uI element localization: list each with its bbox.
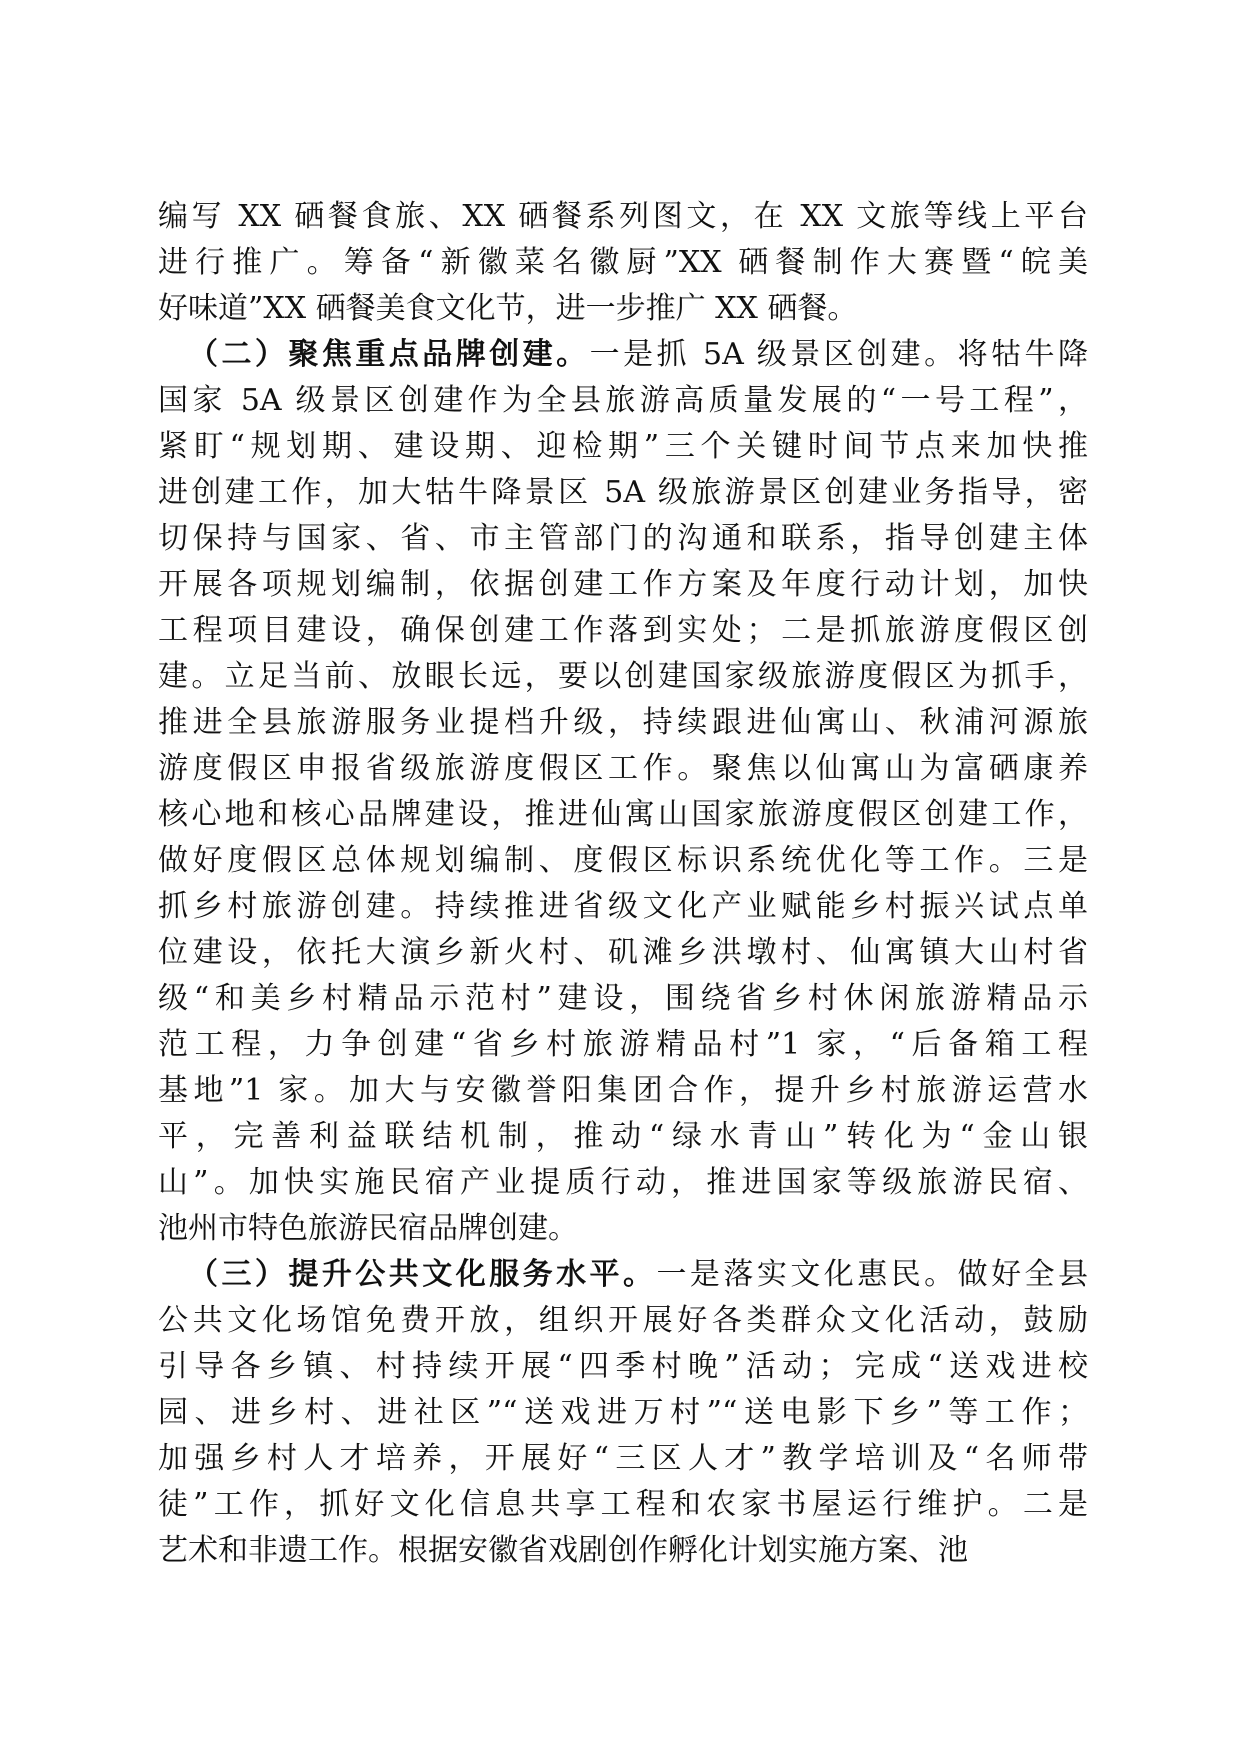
text-line [158,332,1088,378]
text-line [158,1068,1088,1114]
text-line [158,286,1088,332]
paragraph-text: 切保持与国家、省、市主管部门的沟通和联系，指导创建主体 [158,521,1088,556]
paragraph-text: 范工程，力争创建“省乡村旅游精品村”1 家，“后备箱工程 [158,1027,1088,1062]
document-body [158,194,1088,1574]
text-line [158,1298,1088,1344]
paragraph-text: 编写 XX 硒餐食旅、XX 硒餐系列图文，在 XX 文旅等线上平台 [158,199,1088,234]
section-heading: （三）提升公共文化服务水平。 [188,1257,657,1292]
paragraph-text: 平，完善利益联结机制，推动“绿水青山”转化为“金山银 [158,1119,1088,1154]
text-line [158,194,1088,240]
text-line [158,562,1088,608]
text-line [158,930,1088,976]
paragraph-text: 艺术和非遗工作。根据安徽省戏剧创作孵化计划实施方案、池 [158,1533,968,1568]
text-line [158,1252,1088,1298]
text-line [158,240,1088,286]
text-line [158,608,1088,654]
text-line [158,884,1088,930]
paragraph-text: 抓乡村旅游创建。持续推进省级文化产业赋能乡村振兴试点单 [158,889,1088,924]
text-line [158,746,1088,792]
paragraph-text: 进行推广。筹备“新徽菜名徽厨”XX 硒餐制作大赛暨“皖美 [158,245,1088,280]
paragraph-text: 做好度假区总体规划编制、度假区标识系统优化等工作。三是 [158,843,1088,878]
paragraph-text: 公共文化场馆免费开放，组织开展好各类群众文化活动，鼓励 [158,1303,1088,1338]
paragraph-text: 徒”工作，抓好文化信息共享工程和农家书屋运行维护。二是 [158,1487,1088,1522]
text-line [158,1390,1088,1436]
text-line [158,1344,1088,1390]
text-line [158,1206,1088,1252]
paragraph-text: 引导各乡镇、村持续开展“四季村晚”活动；完成“送戏进校 [158,1349,1088,1384]
text-line [158,1022,1088,1068]
section-heading: （二）聚焦重点品牌创建。 [188,337,590,372]
paragraph-text: 加强乡村人才培养，开展好“三区人才”教学培训及“名师带 [158,1441,1088,1476]
text-line [158,1436,1088,1482]
paragraph-text: 开展各项规划编制，依据创建工作方案及年度行动计划，加快 [158,567,1088,602]
text-line [158,700,1088,746]
text-line [158,838,1088,884]
text-line [158,976,1088,1022]
paragraph-text: 池州市特色旅游民宿品牌创建。 [158,1211,578,1246]
text-line [158,1114,1088,1160]
paragraph-text: 基地”1 家。加大与安徽誉阳集团合作，提升乡村旅游运营水 [158,1073,1088,1108]
paragraph-text: 好味道”XX 硒餐美食文化节，进一步推广 XX 硒餐。 [158,291,858,326]
text-line [158,378,1088,424]
text-line [158,470,1088,516]
paragraph-text: 园、进乡村、进社区”“送戏进万村”“送电影下乡”等工作； [158,1395,1088,1430]
paragraph-text: 山”。加快实施民宿产业提质行动，推进国家等级旅游民宿、 [158,1165,1088,1200]
paragraph-text: 位建设，依托大演乡新火村、矶滩乡洪墩村、仙寓镇大山村省 [158,935,1088,970]
text-line [158,654,1088,700]
paragraph-text: 核心地和核心品牌建设，推进仙寓山国家旅游度假区创建工作， [158,797,1088,832]
text-line [158,424,1088,470]
text-line [158,1528,1088,1574]
paragraph-text: 进创建工作，加大牯牛降景区 5A 级旅游景区创建业务指导，密 [158,475,1088,510]
paragraph-text: 紧盯“规划期、建设期、迎检期”三个关键时间节点来加快推 [158,429,1088,464]
paragraph-text: 游度假区申报省级旅游度假区工作。聚焦以仙寓山为富硒康养 [158,751,1088,786]
text-line [158,516,1088,562]
paragraph-text: 一是抓 5A 级景区创建。将牯牛降 [589,337,1089,372]
paragraph-text: 建。立足当前、放眼长远，要以创建国家级旅游度假区为抓手， [158,659,1088,694]
paragraph-text: 工程项目建设，确保创建工作落到实处；二是抓旅游度假区创 [158,613,1088,648]
text-line [158,792,1088,838]
paragraph-text: 级“和美乡村精品示范村”建设，围绕省乡村休闲旅游精品示 [158,981,1088,1016]
text-line [158,1482,1088,1528]
paragraph-text: 推进全县旅游服务业提档升级，持续跟进仙寓山、秋浦河源旅 [158,705,1088,740]
paragraph-text: 一是落实文化惠民。做好全县 [656,1257,1089,1292]
text-line [158,1160,1088,1206]
paragraph-text: 国家 5A 级景区创建作为全县旅游高质量发展的“一号工程”， [158,383,1088,418]
